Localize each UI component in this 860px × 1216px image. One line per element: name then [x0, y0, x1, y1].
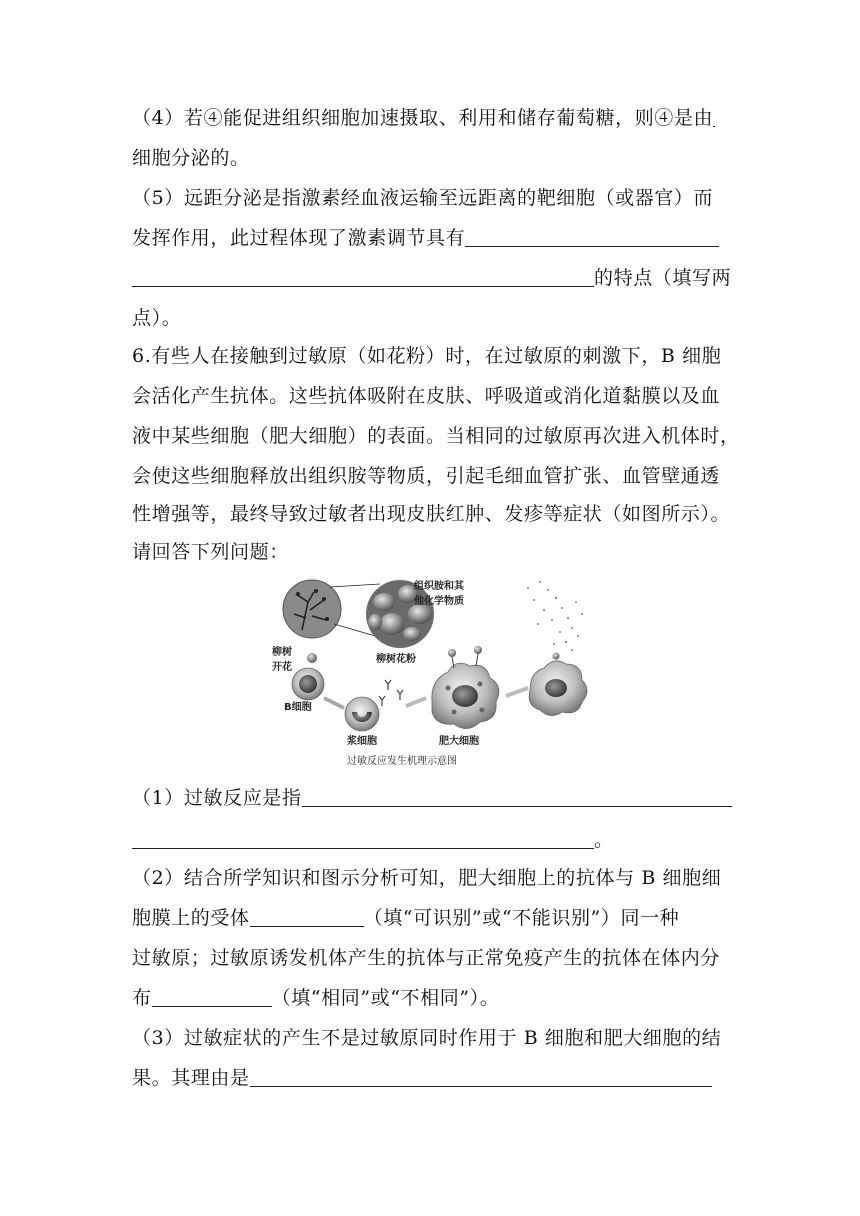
- pollen-grain-icon: [307, 653, 317, 663]
- q6-stem-line: 液中某些细胞（肥大细胞）的表面。当相同的过敏原再次进入机体时，: [132, 425, 740, 447]
- q6-sub1-line2: 。: [132, 828, 732, 852]
- q6-stem-line: 6.有些人在接触到过敏原（如花粉）时，在过敏原的刺激下，B 细胞: [132, 345, 722, 367]
- b-cell-label: B细胞: [284, 702, 312, 713]
- q5-4-line1: （4）若④能促进组织细胞加速摄取、利用和储存葡萄糖，则④是由: [132, 107, 714, 129]
- q6-sub1-line1: （1）过敏反应是指: [132, 786, 732, 810]
- q5-5-answer-blank-2[interactable]: [132, 266, 594, 287]
- q6-sub2-answer-blank-1[interactable]: [250, 906, 364, 927]
- arrow-icon: [324, 698, 344, 708]
- q5-5-line2: 发挥作用，此过程体现了激素调节具有: [132, 226, 732, 250]
- q6-stem-line: 会活化产生抗体。这些抗体吸附在皮肤、呼吸道或消化道黏膜以及血: [132, 385, 721, 407]
- q5-5-line4: 点）。: [132, 307, 182, 329]
- q6-stem-line: 性增强等，最终导致过敏者出现皮肤红肿、发疹等症状（如图所示）。: [132, 503, 731, 525]
- histamine-label-2: 他化学物质: [414, 596, 464, 607]
- magnifier-line: [330, 584, 380, 587]
- plasma-cell-label: 浆细胞: [347, 736, 377, 747]
- q6-stem-line: 会使这些细胞释放出组织胺等物质，引起毛细血管扩张、血管壁通透: [132, 465, 721, 487]
- willow-label-1: 柳树: [272, 647, 292, 658]
- pollen-label: 柳树花粉: [376, 654, 416, 665]
- q5-4-line2: 细胞分泌的。: [132, 147, 250, 169]
- q6-sub2-line2: 胞膜上的受体 （填“可识别”或“不能识别”）同一种: [132, 907, 680, 929]
- q6-sub3-line1: （3）过敏症状的产生不是过敏原同时作用于 B 细胞和肥大细胞的结: [132, 1027, 722, 1049]
- mast-cell-label: 肥大细胞: [439, 736, 479, 747]
- q6-sub2-answer-blank-2[interactable]: [152, 986, 272, 1007]
- q5-5-line3: 的特点（填写两: [132, 266, 732, 290]
- histamine-particles: [527, 581, 583, 651]
- q6-sub3-line2: 果。其理由是: [132, 1066, 732, 1090]
- arrow-icon: [406, 698, 426, 706]
- mast-cell-icon: [432, 663, 499, 728]
- arrow-icon: [506, 688, 528, 696]
- willow-tree-icon: [283, 580, 341, 638]
- antibody-icons: [379, 680, 403, 706]
- willow-label-2: 开花: [272, 662, 292, 673]
- q6-stem-line: 请回答下列问题：: [132, 541, 289, 563]
- q5-5-answer-blank-1[interactable]: [465, 226, 719, 247]
- q6-sub2-line1: （2）结合所学知识和图示分析可知，肥大细胞上的抗体与 B 细胞细: [132, 867, 722, 889]
- q6-sub2-line4: 布 （填“相同”或“不相同”）。: [132, 987, 500, 1009]
- b-cell-icon: [292, 668, 324, 700]
- q6-sub2-line3: 过敏原；过敏原诱发机体产生的抗体与正常免疫产生的抗体在体内分: [132, 947, 721, 969]
- figure-caption: 过敏反应发生机理示意图: [347, 756, 457, 767]
- histamine-label-1: 组织胺和其: [414, 581, 464, 592]
- q6-sub1-answer-blank-1[interactable]: [302, 786, 732, 807]
- degranulating-mast-cell-icon: [529, 653, 587, 716]
- q6-sub3-answer-blank[interactable]: [250, 1066, 712, 1087]
- allergy-mechanism-figure: [272, 572, 594, 772]
- q6-sub1-answer-blank-2[interactable]: [132, 828, 594, 849]
- q5-4-answer-blank[interactable]: [713, 106, 715, 127]
- plasma-cell-icon: [345, 697, 379, 731]
- q5-5-line1: （5）远距分泌是指激素经血液运输至远距离的靶细胞（或器官）而: [132, 187, 714, 209]
